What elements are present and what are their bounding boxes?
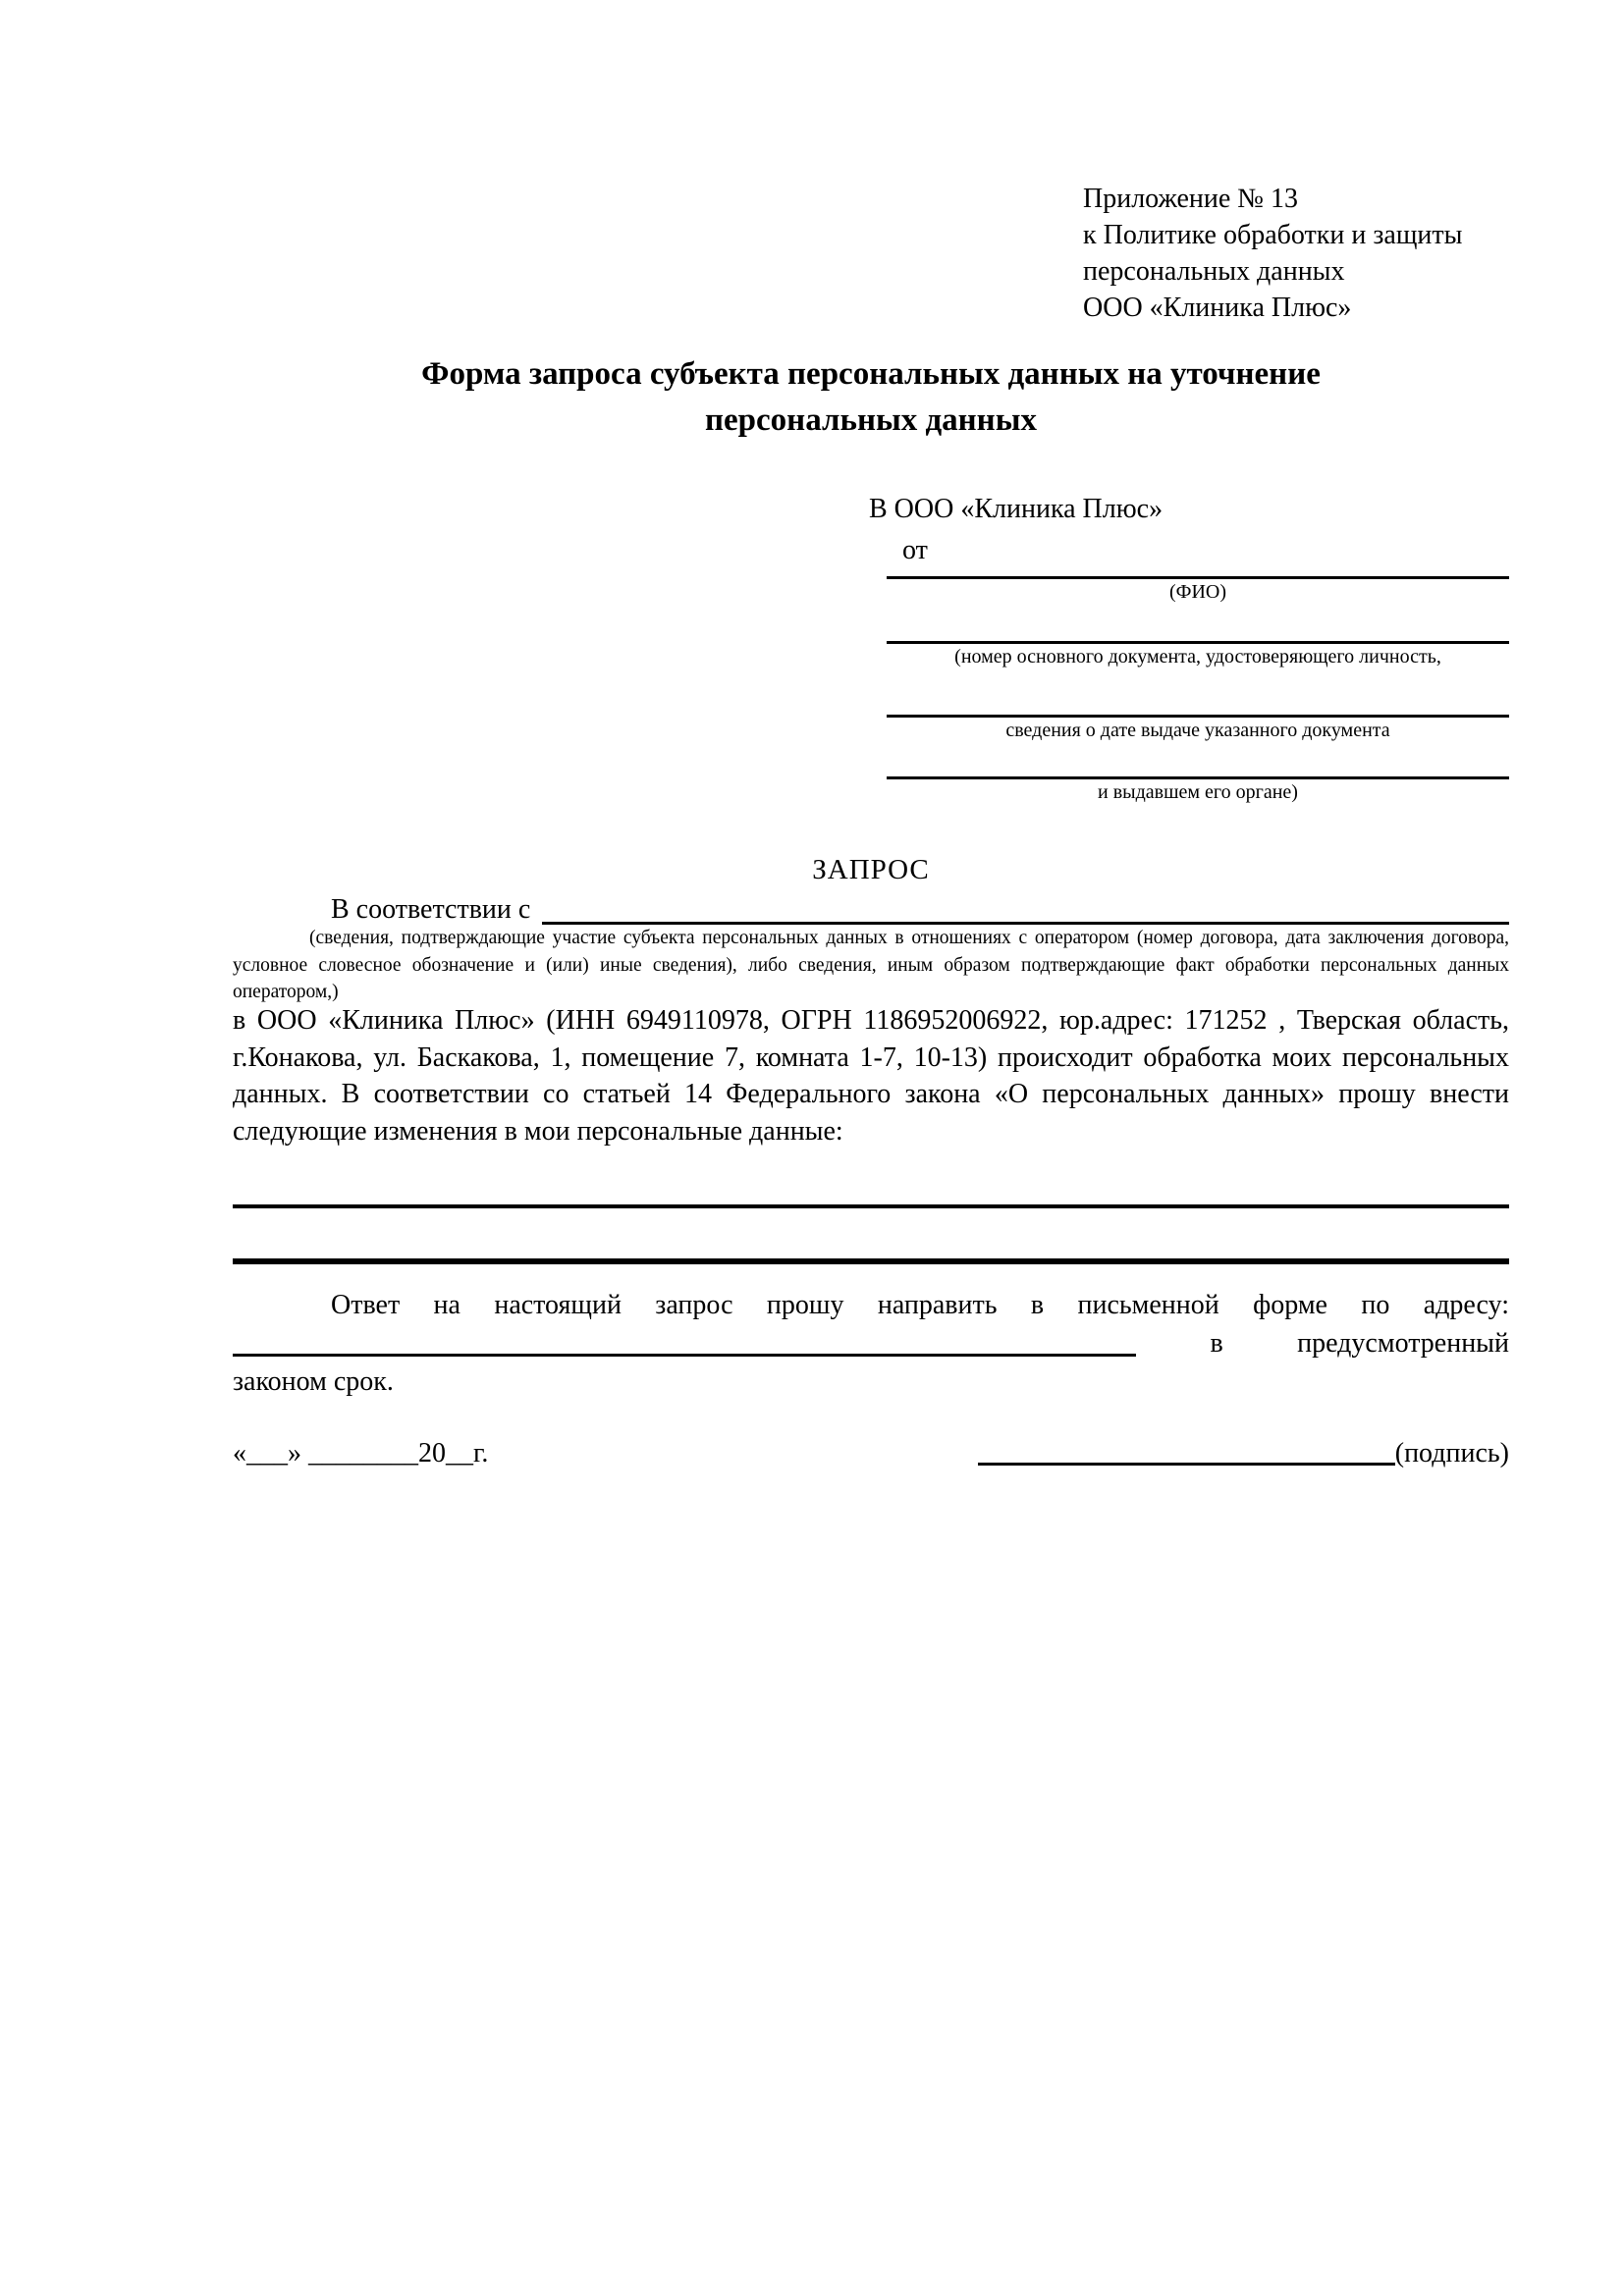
answer-word-term: предусмотренный — [1297, 1328, 1509, 1359]
changes-blank-line-1 — [233, 1204, 1509, 1208]
date-signature-row — [233, 1435, 1509, 1472]
addressee-to: В ООО «Клиника Плюс» — [869, 494, 1164, 524]
document-number-blank-line — [887, 636, 1509, 644]
accordance-blank-line — [542, 891, 1509, 925]
changes-blank-line-2 — [233, 1258, 1509, 1264]
answer-address-row — [233, 1324, 1509, 1362]
answer-line-3: законом срок. — [233, 1366, 394, 1397]
fio-blank-line — [887, 571, 1509, 579]
document-issue-date-caption: сведения о дате выдаче указанного документа — [1005, 720, 1390, 741]
document-issuer-caption: и выдавшем его органе) — [1098, 781, 1298, 803]
address-blank-line — [233, 1354, 1136, 1357]
fio-caption: (ФИО) — [1168, 581, 1226, 603]
answer-word-v: в — [1210, 1328, 1223, 1359]
document-issuer-blank-line — [887, 772, 1509, 779]
appendix-header-line: Приложение № 13 — [1083, 184, 1298, 214]
fine-print-note: (сведения, подтверждающие участие субъекта персональных данных в отношениях с оператором (номер договора, дата заключения договора, условное словесное обозначение и (или) иные сведения), либо сведения, иным образом подтверждающие факт обработки персональных данных оператором,) — [233, 928, 1509, 1002]
request-heading: ЗАПРОС — [812, 854, 930, 885]
document-number-caption: (номер основного документа, удостоверяющего личность, — [954, 646, 1441, 667]
document-title-line: персональных данных — [705, 402, 1037, 438]
appendix-header-line: к Политике обработки и защиты — [1083, 220, 1463, 250]
date-blank: «___» ________20__г. — [233, 1438, 489, 1468]
accordance-row — [233, 891, 1509, 929]
accordance-prefix: В соответствии с — [331, 894, 531, 925]
document-issue-date-blank-line — [887, 710, 1509, 718]
answer-line-1: Ответ на настоящий запрос прошу направить в письменной форме по адресу: — [331, 1290, 1509, 1320]
appendix-header-line: ООО «Клиника Плюс» — [1083, 293, 1352, 323]
addressee-block — [869, 489, 1509, 806]
appendix-header — [1083, 181, 1462, 326]
addressee-from-label: от — [902, 535, 928, 565]
appendix-header-line: персональных данных — [1083, 256, 1345, 287]
answer-paragraph — [233, 1286, 1509, 1401]
signature-caption: (подпись) — [1394, 1438, 1509, 1468]
document-title-line: Форма запроса субъекта персональных данных на уточнение — [421, 356, 1321, 392]
document-title — [233, 351, 1509, 444]
signature-blank-line — [978, 1463, 1395, 1466]
signature-area — [978, 1435, 1509, 1472]
request-body-paragraph: в ООО «Клиника Плюс» (ИНН 6949110978, ОГРН 1186952006922, юр.адрес: 171252 , Тверская область, г.Конакова, ул. Баскакова, 1, помещение 7, комната 1-7, 10-13) происходит обработка моих персональных данных. В соответствии со статьей 14 Федерального закона «О персональных данных» прошу внести следующие изменения в мои персональные данные: — [233, 1005, 1509, 1147]
